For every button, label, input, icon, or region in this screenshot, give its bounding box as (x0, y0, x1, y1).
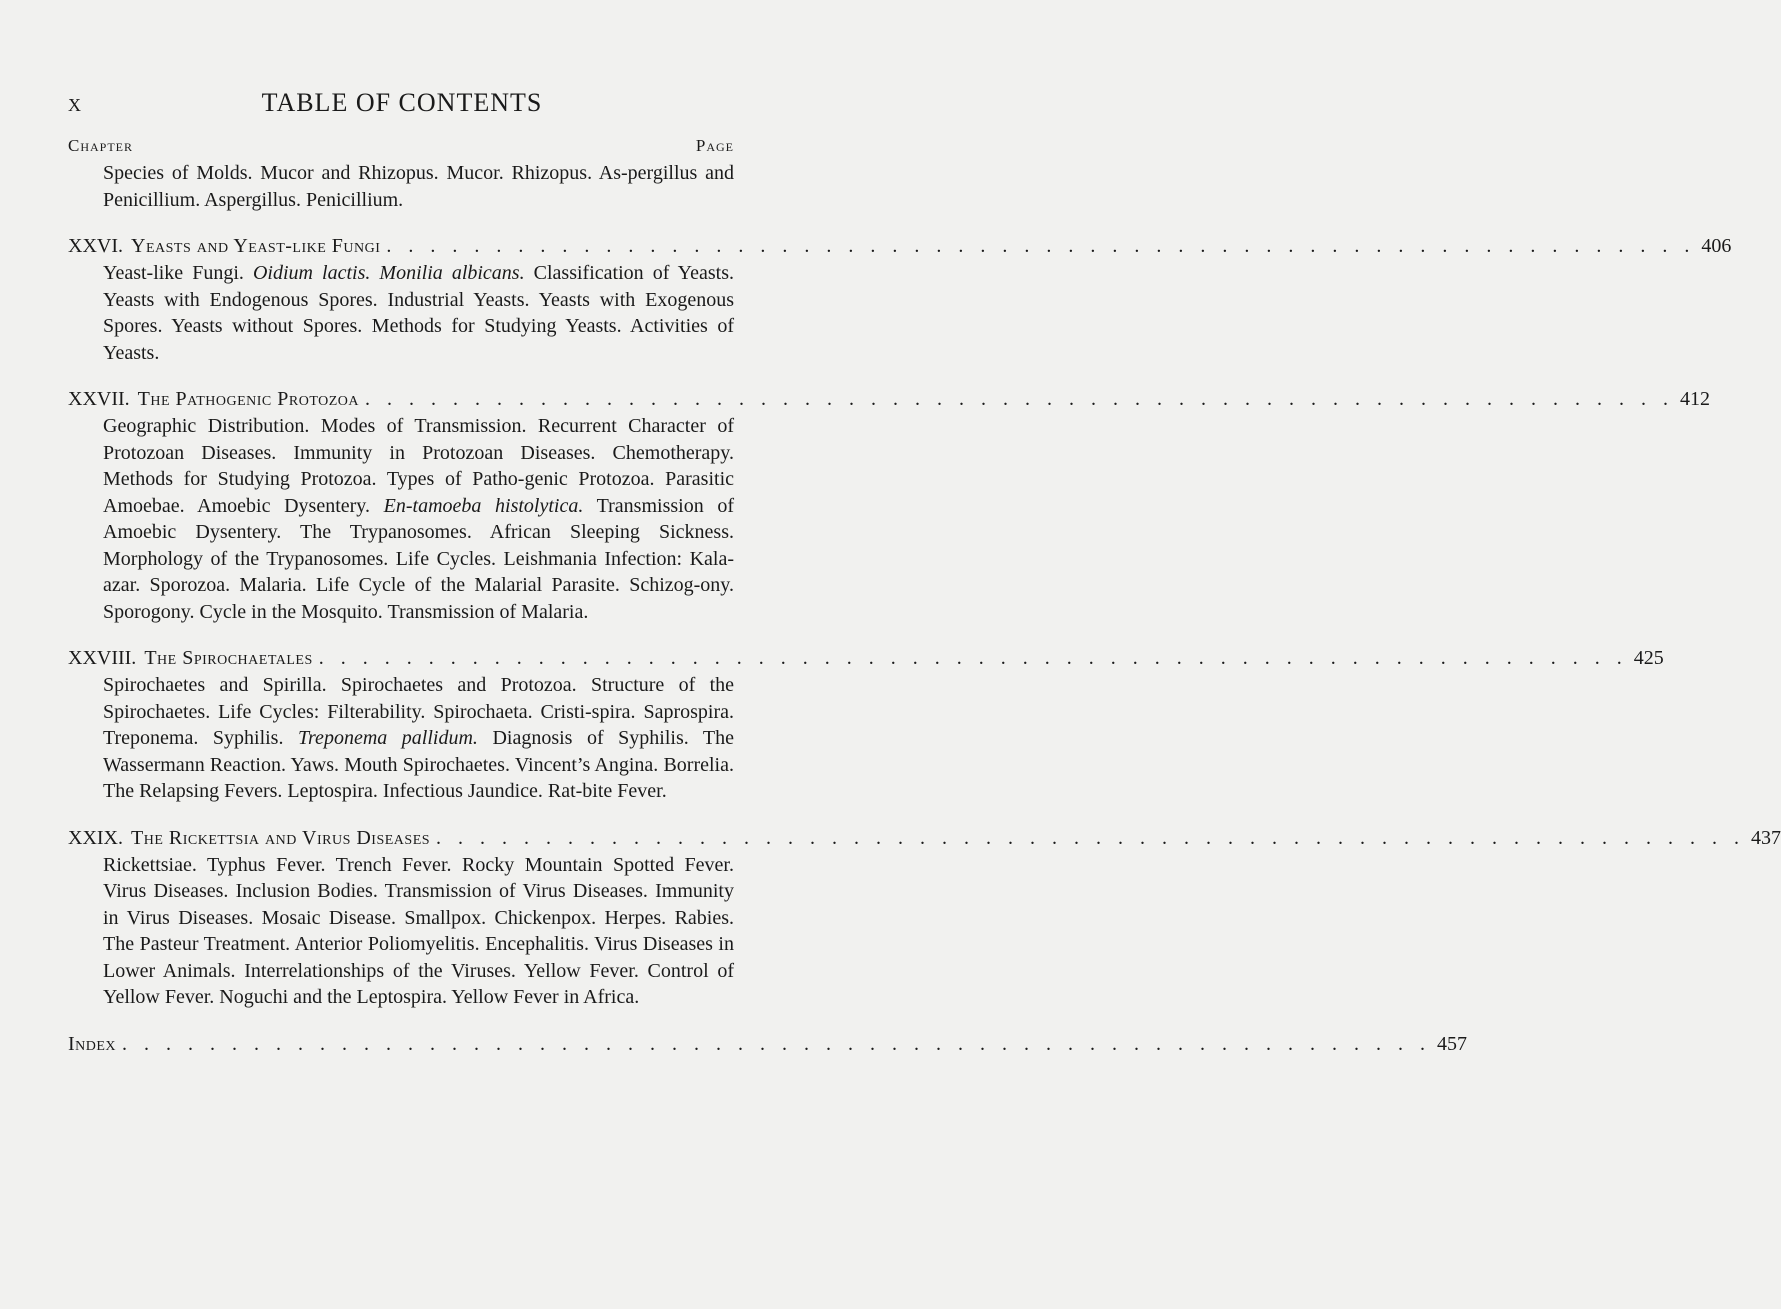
leader-dots: . . . . . . . . . . . . . . . . . . . . . . . . . . . . . . . . . . . . . . . . . . . . . . . . . . . . . . . . . . . . (365, 388, 1675, 410)
page-column-heading: Page (695, 136, 734, 155)
description-text: Classification of Yeasts. Yeasts with Endogenous Spores. Industrial Yeasts. Yeasts with Exogenous Spores. Yeasts without Spores. Methods for Studying Yeasts. Activities of Yeasts. (103, 262, 734, 364)
description-italic: En-tamoeba histolytica. (383, 494, 584, 517)
running-title: TABLE OF CONTENTS (261, 88, 543, 117)
chapter-title: The Spirochaetales (144, 647, 313, 669)
chapter-column-heading: Chapter (68, 136, 134, 155)
description-text: Transmission of Amoebic Dysentery. The Trypanosomes. African Sleeping Sickness. Morphology of the Trypanosomes. Life Cycles. Leishmania Infection: Kala-azar. Sporozoa. Malaria. Life Cycle of the Malarial Parasite. Schizog-ony. Sporogony. Cycle in the Mosquito. Transmission of Malaria. (103, 494, 734, 623)
description-italic: Oidium lactis. Monilia albicans. (252, 262, 525, 284)
description-text: Spirochaetes and Spirilla. Spirochaetes and Protozoa. Structure of the Spirochaetes. Life Cycles: Filterability. Spirochaeta. Cristi-spira. Saprospira. Treponema. Syphilis. (103, 674, 734, 749)
toc-entries (68, 160, 1781, 1077)
leader-dots: . . . . . . . . . . . . . . . . . . . . . . . . . . . . . . . . . . . . . . . . . . . . . . . . . . . . . . . . . . . . (436, 826, 1746, 849)
chapter-description (103, 260, 734, 366)
chapter-page: 412 (1680, 388, 1711, 410)
chapter-number: XXVII. (68, 388, 130, 410)
toc-entry-xxviii (68, 644, 1664, 805)
toc-entry-xxvii (68, 385, 1711, 625)
chapter-page: 406 (1701, 235, 1732, 257)
chapter-number: XXIX. (68, 826, 123, 849)
column-headings (68, 136, 734, 158)
description-text: Rickettsiae. Typhus Fever. Trench Fever. Rocky Mountain Spotted Fever. Virus Diseases. Inclusion Bodies. Transmission of Virus Diseases. Immunity in Virus Diseases. Mosaic Disease. Smallpox. Chickenpox. Herpes. Rabies. The Pasteur Treatment. Anterior Poliomyelitis. Encephalitis. Virus Diseases in Lower Animals. Interrelationships of the Viruses. Yellow Fever. Control of Yellow Fever. Noguchi and the Leptospira. Yellow Fever in Africa. (103, 853, 734, 1008)
description-text: Geographic Distribution. Modes of Transmission. Recurrent Character of Protozoan Diseases. Immunity in Protozoan Diseases. Chemotherapy. Methods for Studying Protozoa. Types of Patho-genic Protozoa. Parasitic Amoebae. Amoebic Dysentery. (103, 415, 734, 517)
index-heading-line (68, 1030, 1468, 1058)
toc-continued-entry (68, 160, 734, 213)
index-page: 457 (1437, 1032, 1468, 1055)
leader-dots: . . . . . . . . . . . . . . . . . . . . . . . . . . . . . . . . . . . . . . . . . . . . . . . . . . . . . . . . . . . . (122, 1032, 1432, 1055)
chapter-description (103, 672, 734, 805)
chapter-description (103, 413, 734, 625)
description-italic: Treponema pallidum. (298, 727, 478, 749)
chapter-title: The Pathogenic Protozoa (137, 388, 360, 410)
chapter-page: 425 (1633, 647, 1664, 669)
continued-description: Species of Molds. Mucor and Rhizopus. Mucor. Rhizopus. As-pergillus and Penicillium. Aspergillus. Penicillium. (103, 162, 734, 211)
page-number: x (68, 88, 82, 117)
leader-dots: . . . . . . . . . . . . . . . . . . . . . . . . . . . . . . . . . . . . . . . . . . . . . . . . . . . . . . . . . . . . (386, 235, 1696, 257)
toc-entry-xxvi (68, 232, 1732, 366)
chapter-heading-line (68, 644, 1664, 672)
chapter-heading-line (68, 232, 1732, 260)
leader-dots: . . . . . . . . . . . . . . . . . . . . . . . . . . . . . . . . . . . . . . . . . . . . . . . . . . . . . . . . . . . . (318, 647, 1628, 669)
toc-entry-xxix (68, 824, 1781, 1011)
chapter-heading-line (68, 824, 1781, 852)
toc-entry-index (68, 1030, 1468, 1058)
description-text: Diagnosis of Syphilis. The Wassermann Reaction. Yaws. Mouth Spirochaetes. Vincent’s Angina. Borrelia. The Relapsing Fevers. Leptospira. Infectious Jaundice. Rat-bite Fever. (103, 727, 734, 802)
chapter-title: Yeasts and Yeast-like Fungi (131, 235, 381, 257)
page-header (68, 88, 736, 128)
chapter-description (103, 852, 734, 1011)
chapter-heading-line (68, 385, 1711, 413)
chapter-number: XXVIII. (68, 647, 137, 669)
chapter-title: The Rickettsia and Virus Diseases (131, 826, 431, 849)
description-text: Yeast-like Fungi. (103, 262, 253, 284)
index-title: Index (68, 1032, 117, 1055)
chapter-number: XXVI. (68, 235, 123, 257)
chapter-page: 437 (1751, 826, 1781, 849)
